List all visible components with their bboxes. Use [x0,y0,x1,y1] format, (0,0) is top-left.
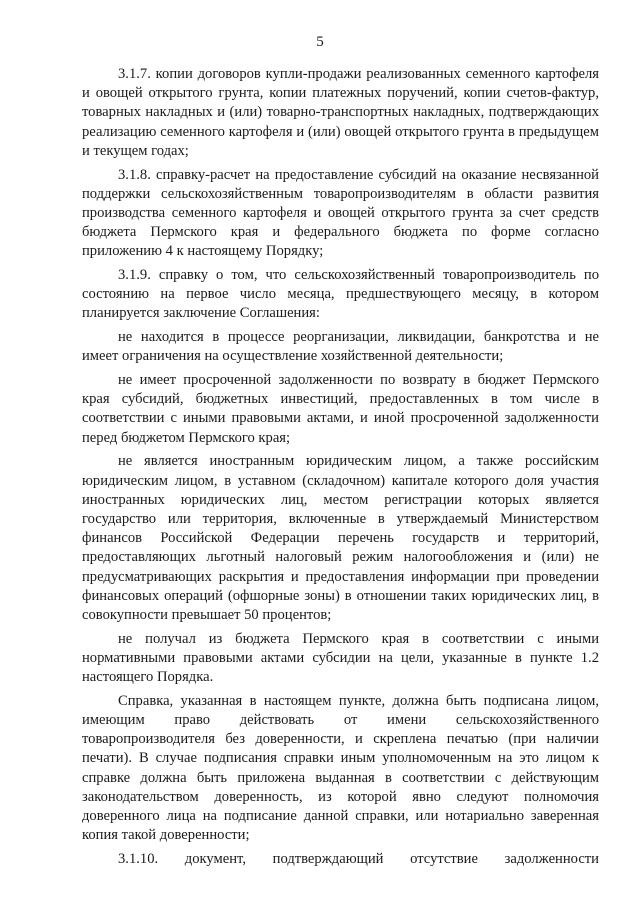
page-number: 5 [316,34,324,50]
paragraph-no-overdue-debt: не имеет просроченной задолженности по возврату в бюджет Пермского края субсидий, бюджетных инвестиций, предоставленных в том числе в соответствии с иными правовыми актами, и иной просроченной задолженности перед бюджетом Пермского края; [82,372,599,446]
paragraph-not-foreign-entity: не является иностранным юридическим лицом, а также российским юридическим лицом, в уставном (складочном) капитале которого доля участия иностранных юридических лиц, местом регистрации которых является государство или территория, включенные в утверждаемый Министерством финансов Российской Федерации перечень государств и территорий, предоставляющих льготный налоговый режим налогообложения и (или) не предусматривающих раскрытия и предоставления информации при проведении финансовых операций (офшорные зоны) в отношении таких юридических лиц, в совокупности превышает 50 процентов; [82,453,599,623]
paragraph-no-reorganization: не находится в процессе реорганизации, ликвидации, банкротства и не имеет ограничения на осуществление хозяйственной деятельности; [82,329,599,365]
paragraph-3-1-9: 3.1.9. справку о том, что сельскохозяйственный товаропроизводитель по состоянию на первое число месяца, предшествующего месяцу, в котором планируется заключение Соглашения: [82,267,599,322]
paragraph-no-other-subsidies: не получал из бюджета Пермского края в соответствии с иными нормативными правовыми актами субсидии на цели, указанные в пункте 1.2 настоящего Порядка. [82,630,599,686]
paragraph-3-1-7: 3.1.7. копии договоров купли-продажи реализованных семенного картофеля и овощей открытого грунта, копии платежных поручений, копии счетов-фактур, товарных накладных и (или) товарно-транспортных накладных, подтверждающих реализацию семенного картофеля и (или) овощей открытого грунта в предыдущем и текущем годах; [82,66,599,159]
paragraph-3-1-10: 3.1.10. документ, подтверждающий отсутствие задолженности [118,850,599,867]
paragraph-3-1-8: 3.1.8. справку-расчет на предоставление субсидий на оказание несвязанной поддержки сельскохозяйственным товаропроизводителям в области развития производства семенного картофеля и овощей открытого грунта за счет средств бюджета Пермского края и федерального бюджета по форме согласно приложению 4 к настоящему Порядку; [82,166,599,260]
document-body [82,65,599,874]
paragraph-signature-requirements: Справка, указанная в настоящем пункте, должна быть подписана лицом, имеющим право действовать от имени сельскохозяйственного товаропроизводителя без доверенности, и скреплена печатью (при наличии печати). В случае подписания справки иным уполномоченным на это лицом к справке должна быть приложена выданная в соответствии с действующим законодательством доверенность, из которой явно следуют полномочия доверенного лица на подписание данной справки, или нотариально заверенная копия такой доверенности; [82,692,599,844]
